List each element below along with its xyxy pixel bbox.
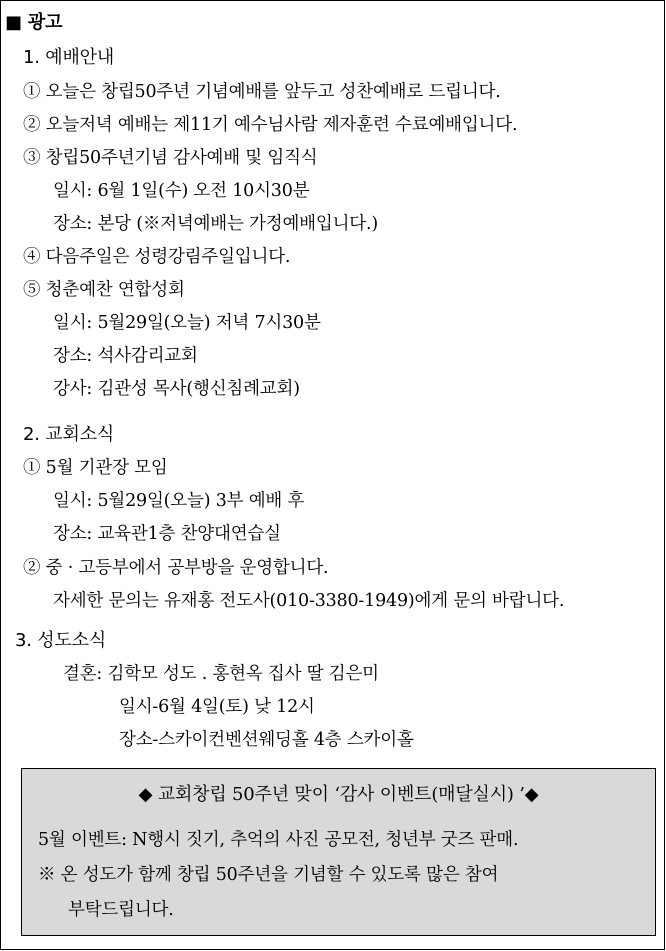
event-box (21, 768, 656, 936)
event-line-3: 부탁드립니다. (68, 900, 174, 920)
section1-item-2: ② 오늘저녁 예배는 제11기 예수님사람 제자훈련 수료예배입니다. (23, 115, 518, 135)
section2-item-2: ② 중 · 고등부에서 공부방을 운영합니다. (23, 558, 329, 578)
section1-item-5-place: 장소: 석사감리교회 (53, 346, 198, 366)
event-title: ◆ 교회창립 50주년 맞이 ‘감사 이벤트(매달실시) ’◆ (138, 784, 539, 805)
section2-item-1: ① 5월 기관장 모임 (23, 458, 168, 478)
header (5, 12, 62, 34)
event-line-1: 5월 이벤트: N행시 짓기, 추억의 사진 공모전, 청년부 굿즈 판매. (38, 830, 519, 850)
section2-item-1-date: 일시: 5월29일(오늘) 3부 예배 후 (53, 491, 305, 511)
section1-item-5-speaker: 강사: 김관성 목사(행신침례교회) (53, 379, 300, 399)
square-bullet-icon: ■ (5, 12, 22, 33)
section2-item-2-contact: 자세한 문의는 유재홍 전도사(010-3380-1949)에게 문의 바랍니다. (53, 591, 565, 611)
section1-title: 1. 예배안내 (23, 47, 115, 68)
section1-item-4: ④ 다음주일은 성령강림주일입니다. (23, 247, 291, 267)
event-line-2: ※ 온 성도가 함께 창립 50주년을 기념할 수 있도록 많은 참여 (38, 865, 499, 885)
section1-item-5: ⑤ 청춘예찬 연합성회 (23, 280, 185, 300)
section2-item-1-place: 장소: 교육관1층 찬양대연습실 (53, 524, 281, 544)
section3-title: 3. 성도소식 (15, 630, 107, 651)
section3-wedding: 결혼: 김학모 성도 . 홍현옥 집사 딸 김은미 (63, 664, 379, 684)
section1-item-3-place: 장소: 본당 (※저녁예배는 가정예배입니다.) (53, 214, 378, 234)
section3-wedding-date: 일시-6월 4일(토) 낮 12시 (119, 697, 315, 717)
section1-item-3: ③ 창립50주년기념 감사예배 및 임직식 (23, 148, 318, 168)
section1-item-3-date: 일시: 6월 1일(수) 오전 10시30분 (53, 181, 310, 201)
header-title: 광고 (27, 12, 63, 33)
section2-title: 2. 교회소식 (23, 424, 115, 445)
section3-wedding-place: 장소-스카이컨벤션웨딩홀 4층 스카이홀 (119, 730, 414, 750)
section1-item-1: ① 오늘은 창립50주년 기념예배를 앞두고 성찬예배로 드립니다. (23, 82, 501, 102)
section1-item-5-date: 일시: 5월29일(오늘) 저녁 7시30분 (53, 313, 321, 333)
